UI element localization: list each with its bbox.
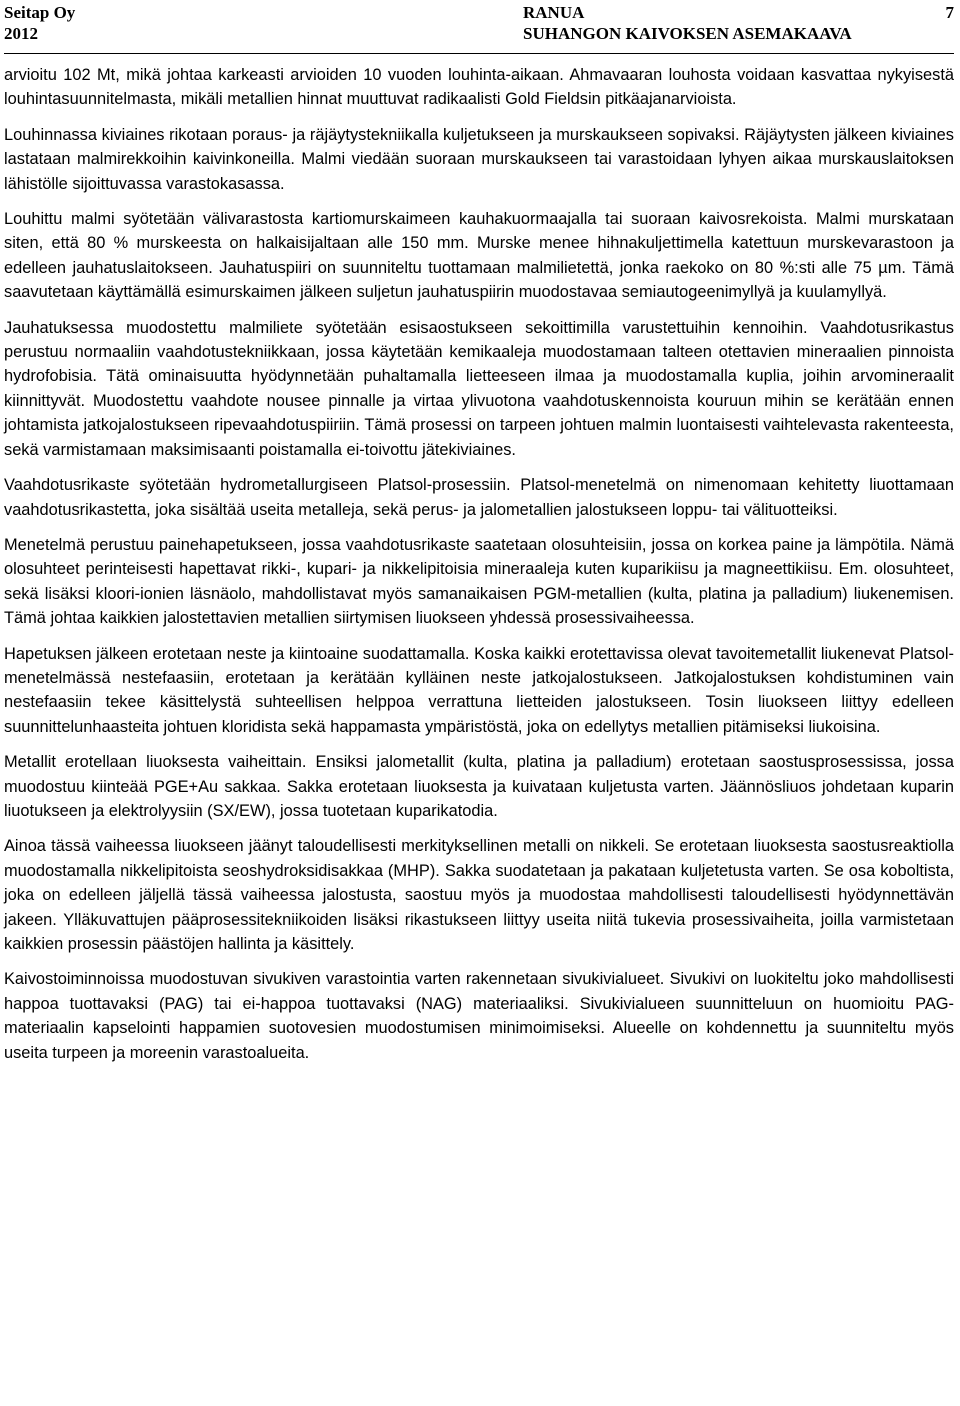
- header-left: [4, 2, 75, 44]
- header-year: 2012: [4, 24, 38, 43]
- page-header: [4, 0, 960, 56]
- paragraph: Metallit erotellaan liuoksesta vaiheittain. Ensiksi jalometallit (kulta, platina ja palladium) erotetaan saostusprosessissa, jossa muodostuu kiinteää PGE+Au sakkaa. Sakka erotetaan liuoksesta ja kuivataan kuljetusta varten. Jäännösliuos johdetaan kuparin liuotukseen ja elektrolyysiin (SX/EW), jossa tuotetaan kuparikatodia.: [4, 753, 954, 820]
- paragraph: Vaahdotusrikaste syötetään hydrometallurgiseen Platsol-prosessiin. Platsol-menetelmä on nimenomaan kehitetty liuottamaan vaahdotusrikastetta, joka sisältää useita metalleja, sekä perus- ja jalometallien jalostukseen loppu- tai välituotteiksi.: [4, 476, 954, 519]
- document-body: [4, 63, 954, 1076]
- page-number: 7: [945, 3, 954, 22]
- header-divider: [4, 53, 954, 54]
- header-center: [523, 2, 852, 44]
- paragraph: Louhittu malmi syötetään välivarastosta kartiomurskaimeen kauhakuormaajalla tai suoraan kaivosrekoista. Malmi murskataan siten, että 80 % murskeesta on halkaisijaltaan alle 150 mm. Murske menee hihnakuljettimella katettuun murskevarastoon ja edelleen jauhatuslaitokseen. Jauhatuspiiri on suunniteltu tuottamaan malmilietettä, jonka raekoko on 80 %:sti alle 75 µm. Tämä saavutetaan käyttämällä esimurskaimen jälkeen suljetun jauhatuspiirin muodostavaa semiautogeenimyllyä ja kuulamyllyä.: [4, 210, 954, 302]
- paragraph: Menetelmä perustuu painehapetukseen, jossa vaahdotusrikaste saatetaan olosuhteisiin, jossa on korkea paine ja lämpötila. Nämä olosuhteet perinteisesti hapettavat rikki-, kupari- ja nikkelipitoisia mineraaleja kuten kuparikiisu ja magneettikiisu. Em. olosuhteet, sekä lisäksi kloori-ionien läsnäolo, mahdollistavat myös samanaikaisen PGM-metallien (kulta, platina ja palladium) liukenemisen. Tämä johtaa kaikkien jalostettavien metallien siirtymisen liuokseen yhdessä prosessivaiheessa.: [4, 535, 954, 628]
- paragraph: Jauhatuksessa muodostettu malmiliete syötetään esisaostukseen sekoittimilla varustettuihin kennoihin. Vaahdotusrikastus perustuu normaaliin vaahdotustekniikkaan, jossa käytetään kemikaaleja muodostamaan talteen otettavien mineraalien pinnoista hydrofobisia. Tätä ominaisuutta hyödynnetään puhaltamalla lietteeseen ilmaa ja muodostamalla kuplia, joihin arvomineraalit kiinnittyvät. Muodostettu vaahdote nousee pinnalle ja virtaa ylivuotona vaahdotuskennoista kouruun mihin se kerätään ennen johtamista jatkojalostukseen ripevaahdotuspiiriin. Tämä prosessi on tarpeen johtuen malmin luontaisesti vaihtelevasta rakenteesta, sekä varmistamaan maksimisaanti poistamalla ei-toivottu jätekiviaines.: [4, 318, 954, 459]
- company-name: Seitap Oy: [4, 3, 76, 22]
- plan-title: SUHANGON KAIVOKSEN ASEMAKAAVA: [523, 24, 852, 43]
- paragraph: Kaivostoiminnoissa muodostuvan sivukiven varastointia varten rakennetaan sivukivialueet. Sivukivi on luokiteltu joko mahdollisesti happoa tuottavaksi (PAG) tai ei-happoa tuottavaksi (NAG) materiaaliksi. Sivukivialueen suunnitteluun on huomioitu PAG-materiaalin kapselointi happamien suotovesien muodostumisen minimoimiseksi. Alueelle on kohdennettu ja suunniteltu myös useita turpeen ja moreenin varastoalueita.: [4, 970, 954, 1062]
- paragraph: arvioitu 102 Mt, mikä johtaa karkeasti arvioiden 10 vuoden louhinta-aikaan. Ahmavaaran louhosta voidaan kasvattaa nykyisestä louhintasuunnitelmasta, mikäli metallien hinnat muuttuvat radikaalisti Gold Fieldsin pitkäajanarvioista.: [4, 66, 954, 109]
- municipality-name: RANUA: [523, 3, 585, 22]
- paragraph: Hapetuksen jälkeen erotetaan neste ja kiintoaine suodattamalla. Koska kaikki erotettavissa olevat tavoitemetallit liukenevat Platsol-menetelmässä nestefaasiin, erotetaan ja kerätään kylläinen neste jatkojalostukseen. Jatkojalostuksen kohdistuminen vain nestefaasiin tekee käsittelystä suhteellisen helppoa verrattuna lietteiden jalostukseen. Tosin liuokseen liittyy edelleen suunnittelunhaasteita johtuen kloridista sekä happamasta ympäristöstä, joka on edellytys metallien pitämiseksi liukoisina.: [4, 644, 954, 736]
- paragraph: Ainoa tässä vaiheessa liuokseen jäänyt taloudellisesti merkityksellinen metalli on nikkeli. Se erotetaan liuoksesta saostusreaktiolla muodostamalla nikkelipitoista seoshydroksidisakkaa (MHP). Sakka suodatetaan ja pakataan kuljetetusta varten. Se osa koboltista, joka on edelleen jäljellä tässä vaiheessa jalostusta, saostuu myös ja muodostaa mahdollisesti taloudellisesti hyödynnettävän jakeen. Ylläkuvattujen pääprosessitekniikoiden lisäksi rikastukseen liittyy useita niitä tukevia prosessivaiheita, joilla varmistetaan kaikkien prosessin päästöjen hallinta ja käsittely.: [4, 837, 954, 953]
- paragraph: Louhinnassa kiviaines rikotaan poraus- ja räjäytystekniikalla kuljetukseen ja murskaukseen sopivaksi. Räjäytysten jälkeen kiviaines lastataan malmirekkoihin kaivinkoneilla. Malmi viedään suoraan murskaukseen tai varastoidaan lyhyen aikaa murskauslaitoksen lähistölle sijoittuvassa varastokasassa.: [4, 125, 954, 193]
